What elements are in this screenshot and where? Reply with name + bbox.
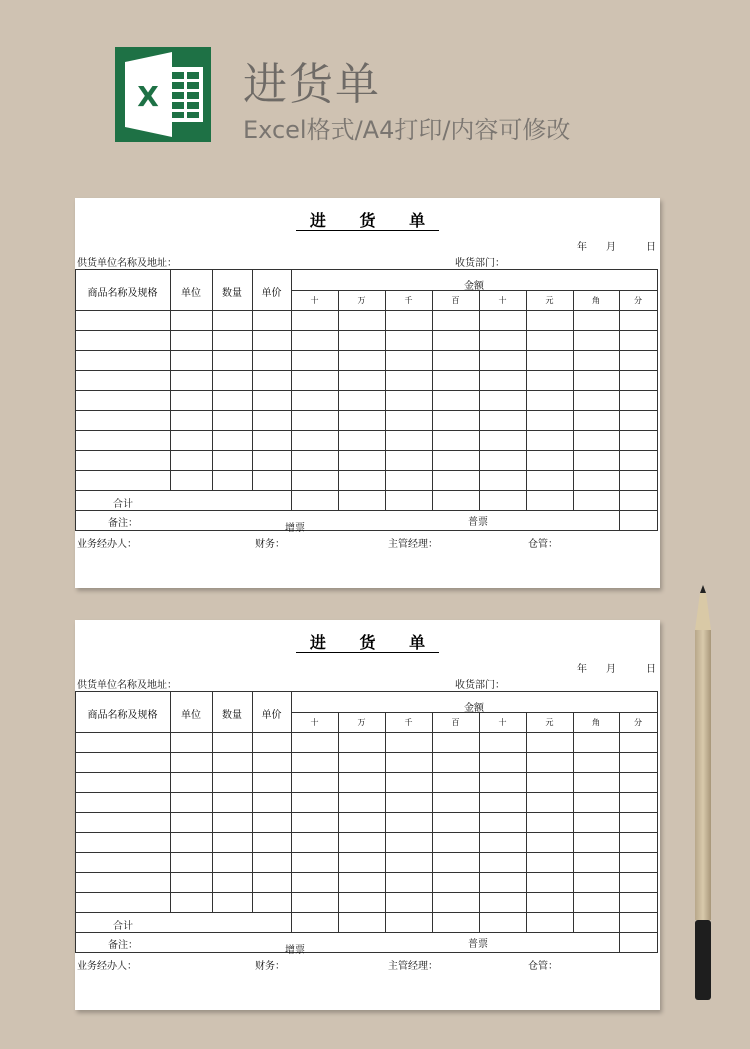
form-title-text: 进 货 单 [296, 211, 439, 231]
receiving-dept-label: 收货部门： [455, 258, 505, 269]
grid-line [75, 792, 658, 793]
amount-unit-header: 百 [451, 296, 460, 305]
grid-line [75, 812, 658, 813]
grid-line [75, 390, 658, 391]
total-label: 合计 [113, 921, 133, 932]
amount-unit-header: 十 [498, 718, 507, 727]
grid-line [619, 712, 620, 932]
grid-line [75, 892, 658, 893]
signature-label: 仓管： [528, 539, 558, 550]
excel-logo-icon [115, 47, 211, 142]
grid-line [75, 912, 658, 913]
remarks-label: 备注： [108, 940, 138, 951]
grid-line [75, 832, 658, 833]
column-header: 单价 [261, 710, 282, 721]
signature-label: 业务经办人： [77, 539, 137, 550]
date-label: 年 [577, 242, 587, 253]
grid-line [75, 691, 658, 692]
pencil-icon [692, 585, 714, 1005]
supplier-label: 供货单位名称及地址： [77, 258, 177, 269]
grid-line [75, 752, 658, 753]
date-label: 月 [606, 664, 616, 675]
remarks-label: 备注： [108, 518, 138, 529]
grid-line [526, 290, 527, 510]
amount-unit-header: 十 [310, 718, 319, 727]
column-header: 单价 [261, 288, 282, 299]
amount-unit-header: 元 [545, 296, 554, 305]
grid-line [432, 290, 433, 510]
grid-line [75, 470, 658, 471]
amount-header: 金额 [464, 281, 484, 292]
amount-unit-header: 角 [592, 296, 600, 305]
column-header: 单位 [181, 288, 201, 299]
grid-line [479, 290, 480, 510]
column-header: 商品名称及规格 [87, 288, 158, 299]
amount-unit-header: 百 [451, 718, 460, 727]
grid-line [75, 450, 658, 451]
amount-unit-header: 分 [634, 296, 642, 305]
amount-unit-header: 千 [404, 296, 413, 305]
grid-line [75, 772, 658, 773]
column-header: 单位 [181, 710, 201, 721]
signature-label: 主管经理： [388, 539, 438, 550]
date-label: 日 [646, 242, 656, 253]
date-label: 日 [646, 664, 656, 675]
grid-line [170, 691, 171, 912]
grid-line [657, 691, 658, 952]
grid-line [75, 410, 658, 411]
amount-unit-header: 元 [545, 718, 554, 727]
grid-line [338, 712, 339, 932]
form-sheet-2 [75, 620, 660, 1010]
grid-line [212, 691, 213, 912]
amount-unit-header: 十 [310, 296, 319, 305]
grid-line [526, 712, 527, 932]
grid-line [619, 932, 620, 952]
normal-invoice-label: 普票 [468, 517, 488, 528]
supplier-label: 供货单位名称及地址： [77, 680, 177, 691]
form-sheet-1 [75, 198, 660, 588]
grid-line [75, 691, 76, 952]
grid-line [619, 290, 620, 510]
form-title [75, 630, 660, 653]
normal-invoice-label: 普票 [468, 939, 488, 950]
grid-line [75, 269, 76, 530]
signature-label: 财务： [255, 539, 285, 550]
grid-line [75, 370, 658, 371]
receiving-dept-label: 收货部门： [455, 680, 505, 691]
grid-line [75, 732, 658, 733]
form-title-text: 进 货 单 [296, 633, 439, 653]
grid-line [75, 490, 658, 491]
column-header: 数量 [222, 288, 242, 299]
amount-unit-header: 分 [634, 718, 642, 727]
grid-line [75, 510, 658, 511]
grid-line [573, 712, 574, 932]
grid-line [75, 430, 658, 431]
amount-unit-header: 万 [357, 718, 366, 727]
page-subtitle: Excel格式/A4打印/内容可修改 [243, 116, 571, 144]
grid-line [75, 310, 658, 311]
grid-line [75, 530, 658, 531]
column-header: 商品名称及规格 [87, 710, 158, 721]
grid-line [385, 290, 386, 510]
vat-invoice-label: 增票 [285, 523, 305, 534]
signature-label: 主管经理： [388, 961, 438, 972]
amount-unit-header: 千 [404, 718, 413, 727]
grid-line [212, 269, 213, 490]
grid-line [75, 330, 658, 331]
column-header: 数量 [222, 710, 242, 721]
signature-label: 仓管： [528, 961, 558, 972]
grid-line [338, 290, 339, 510]
grid-line [75, 872, 658, 873]
amount-unit-header: 角 [592, 718, 600, 727]
amount-unit-header: 十 [498, 296, 507, 305]
grid-line [75, 269, 658, 270]
grid-line [75, 350, 658, 351]
grid-line [75, 952, 658, 953]
grid-line [252, 691, 253, 912]
grid-line [75, 932, 658, 933]
grid-line [252, 269, 253, 490]
grid-line [619, 510, 620, 530]
amount-unit-header: 万 [357, 296, 366, 305]
date-label: 月 [606, 242, 616, 253]
vat-invoice-label: 增票 [285, 945, 305, 956]
grid-line [573, 290, 574, 510]
date-label: 年 [577, 664, 587, 675]
form-title [75, 208, 660, 231]
total-label: 合计 [113, 499, 133, 510]
grid-line [385, 712, 386, 932]
page-title: 进货单 [243, 59, 381, 110]
grid-line [75, 852, 658, 853]
signature-label: 财务： [255, 961, 285, 972]
amount-header: 金额 [464, 703, 484, 714]
grid-line [657, 269, 658, 530]
grid-line [479, 712, 480, 932]
svg-text:X: X [137, 80, 159, 113]
signature-label: 业务经办人： [77, 961, 137, 972]
grid-line [170, 269, 171, 490]
grid-line [432, 712, 433, 932]
